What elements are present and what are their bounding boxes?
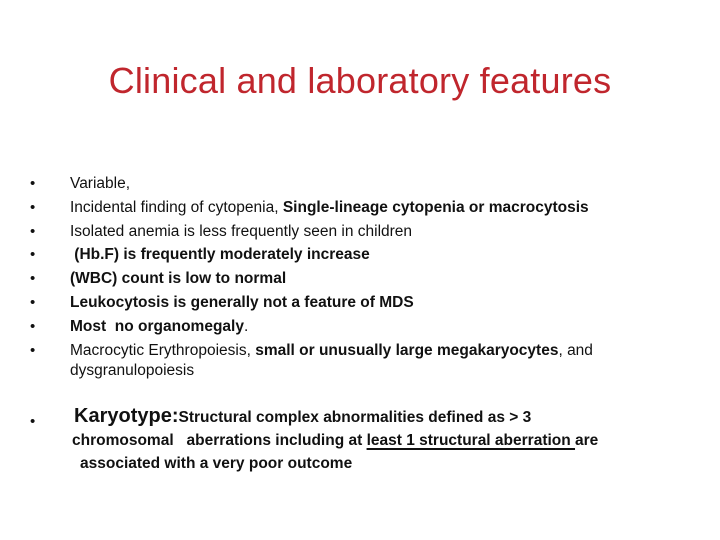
bullet-item	[30, 172, 710, 196]
bullet-dot: •	[30, 175, 36, 192]
bullet-list	[30, 172, 710, 379]
bullet-text-bold: (WBC) count is low to normal	[70, 270, 287, 288]
bullet-text-bold: Leukocytosis is generally not a feature of MDS	[70, 293, 414, 311]
bullet-text: Incidental finding of cytopenia,	[70, 198, 283, 216]
bullet-dot: •	[30, 198, 36, 216]
karyotype-line-2	[72, 432, 598, 450]
bullet-text: , and	[558, 341, 593, 359]
bullet-text: Isolated anemia is less frequently seen in children	[70, 222, 413, 240]
karyotype-text: are	[575, 432, 599, 449]
bullet-dot: •	[30, 293, 36, 311]
bullet-item	[30, 243, 710, 267]
bullet-dot: •	[30, 222, 36, 240]
karyotype-keyword: Karyotype:	[74, 405, 179, 427]
bullet-item	[30, 220, 710, 244]
bullet-item	[30, 196, 710, 220]
bullet-dot: •	[30, 246, 36, 264]
karyotype-line-1	[74, 405, 531, 428]
bullet-item	[30, 315, 710, 339]
karyotype-text: chromosomal aberrations including at	[72, 432, 367, 449]
bullet-continuation: dysgranulopoiesis	[70, 362, 195, 380]
bullet-text-bold: Most no organomegaly	[70, 317, 244, 335]
bullet-dot: •	[30, 317, 36, 335]
bullet-text: Macrocytic Erythropoiesis,	[70, 341, 256, 359]
bullet-text-bold: small or unusually large megakaryocytes	[255, 341, 559, 359]
karyotype-line-3: associated with a very poor outcome	[80, 455, 353, 472]
slide-title: Clinical and laboratory features	[108, 60, 612, 101]
karyotype-text: Structural complex abnormalities defined as > 3	[178, 409, 532, 426]
bullet-text-bold: (Hb.F) is frequently moderately increase	[70, 246, 370, 264]
karyotype-underlined-text: least 1 structural aberration	[366, 432, 576, 449]
bullet-item	[30, 267, 710, 291]
bullet-item	[30, 291, 710, 315]
bullet-text-bold: Single-lineage cytopenia or macrocytosis	[282, 198, 589, 216]
bullet-item	[30, 339, 710, 380]
bullet-text: .	[243, 317, 249, 335]
bullet-text: Variable,	[70, 175, 131, 192]
bullet-dot: •	[30, 413, 36, 430]
bullet-dot: •	[30, 341, 36, 359]
bullet-dot: •	[30, 270, 36, 288]
